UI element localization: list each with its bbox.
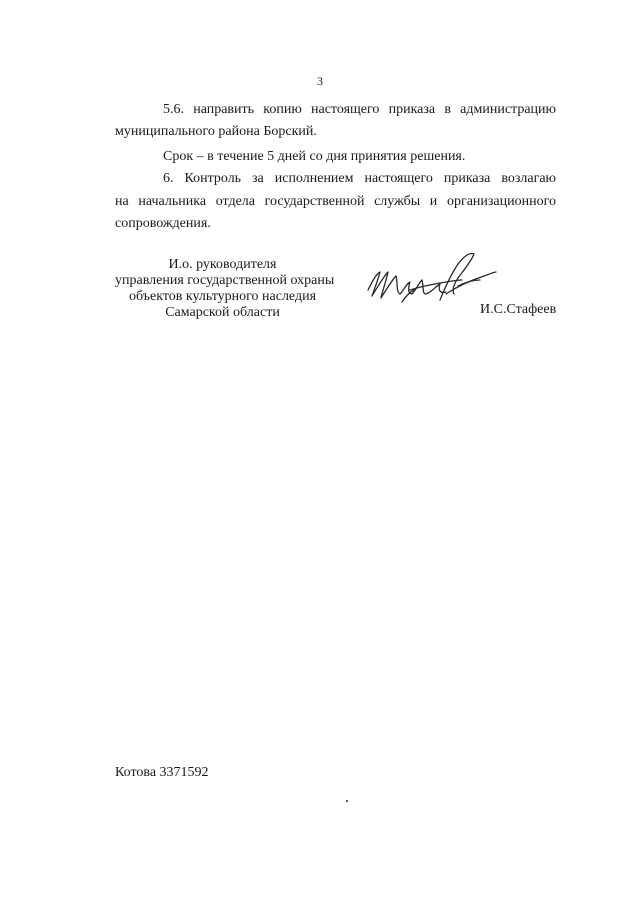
paragraph-5-6-line-2: муниципального района Борский.	[115, 124, 317, 139]
signatory-title-line: управления государственной охраны	[115, 273, 335, 288]
signatory-title-line: объектов культурного наследия	[128, 289, 317, 304]
executor-contact: Котова 3371592	[115, 765, 209, 780]
scan-speck	[346, 800, 348, 802]
page-number: 3	[317, 74, 323, 88]
signatory-title-line: И.о. руководителя	[168, 257, 277, 272]
signer-name: И.С.Стафеев	[480, 302, 557, 317]
paragraph-5-6-line-1: 5.6. направить копию настоящего приказа в администрацию	[163, 102, 556, 117]
paragraph-6-line-2: на начальника отдела государственной службы и организационного	[115, 194, 556, 209]
paragraph-6-line-3: сопровождения.	[115, 216, 211, 231]
deadline-paragraph: Срок – в течение 5 дней со дня принятия решения.	[163, 149, 466, 164]
signatory-title	[115, 257, 335, 321]
signatory-title-line: Самарской области	[165, 305, 280, 320]
paragraph-6-line-1: 6. Контроль за исполнением настоящего приказа возлагаю	[163, 171, 556, 186]
